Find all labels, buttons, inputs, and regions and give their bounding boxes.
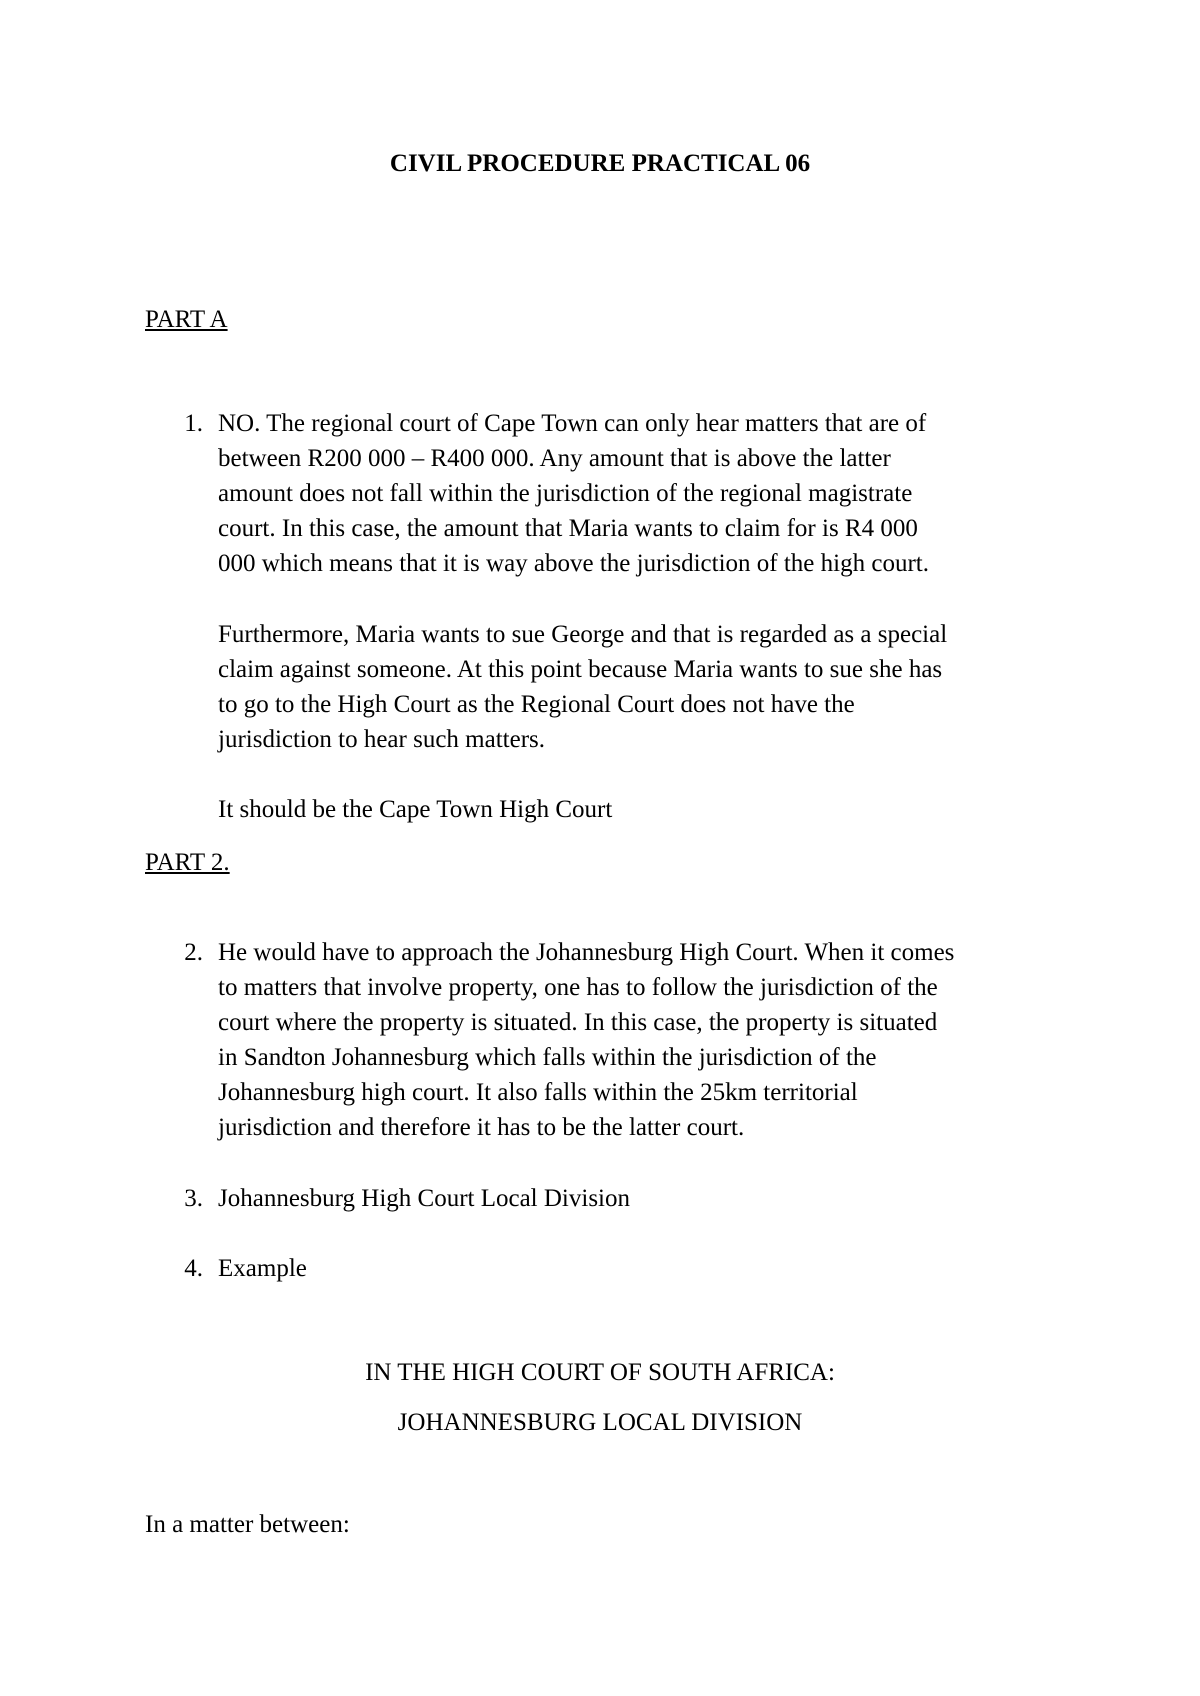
text-line: court where the property is situated. In this case, the property is situated (218, 1009, 938, 1036)
list-item-3 (145, 1181, 1085, 1216)
text-line: between R200 000 – R400 000. Any amount that is above the latter (218, 445, 891, 472)
list-item-1 (145, 406, 1085, 581)
matter-between-label: In a matter between: (145, 1511, 350, 1538)
text-line: in Sandton Johannesburg which falls within the jurisdiction of the (218, 1044, 877, 1071)
text-line: 000 which means that it is way above the jurisdiction of the high court. (218, 550, 929, 577)
list-item-1-number: 1. (184, 410, 203, 437)
list-item-2-text (218, 935, 1085, 1145)
list-item-2 (145, 935, 1085, 1145)
text-line: court. In this case, the amount that Maria wants to claim for is R4 000 (218, 515, 918, 542)
text-line: to go to the High Court as the Regional Court does not have the (218, 691, 855, 718)
text-line: amount does not fall within the jurisdiction of the regional magistrate (218, 480, 913, 507)
list-item-2-number: 2. (184, 939, 203, 966)
list-item-4 (145, 1251, 1085, 1286)
list-item-3-text: Johannesburg High Court Local Division (218, 1185, 630, 1212)
court-heading-line-1: IN THE HIGH COURT OF SOUTH AFRICA: (365, 1359, 835, 1386)
text-line: jurisdiction to hear such matters. (218, 726, 546, 753)
text-line: He would have to approach the Johannesburg High Court. When it comes (218, 939, 955, 966)
text-line: Johannesburg high court. It also falls within the 25km territorial (218, 1079, 858, 1106)
list-item-3-number: 3. (184, 1185, 203, 1212)
court-heading-line-2: JOHANNESBURG LOCAL DIVISION (397, 1409, 803, 1436)
text-line: Furthermore, Maria wants to sue George and that is regarded as a special (218, 621, 948, 648)
text-line: NO. The regional court of Cape Town can only hear matters that are of (218, 410, 927, 437)
list-item-1-text (218, 406, 1085, 581)
text-line: claim against someone. At this point because Maria wants to sue she has (218, 656, 943, 683)
list-item-1-paragraph-2 (218, 617, 1078, 757)
part-a-heading: PART A (145, 306, 228, 333)
part-2-heading: PART 2. (145, 849, 230, 876)
document-title: CIVIL PROCEDURE PRACTICAL 06 (389, 150, 811, 177)
list-item-4-text: Example (218, 1255, 307, 1282)
text-line: jurisdiction and therefore it has to be the latter court. (218, 1114, 745, 1141)
list-item-1-paragraph-3: It should be the Cape Town High Court (218, 796, 613, 823)
text-line: to matters that involve property, one has to follow the jurisdiction of the (218, 974, 938, 1001)
list-item-4-number: 4. (184, 1255, 203, 1282)
